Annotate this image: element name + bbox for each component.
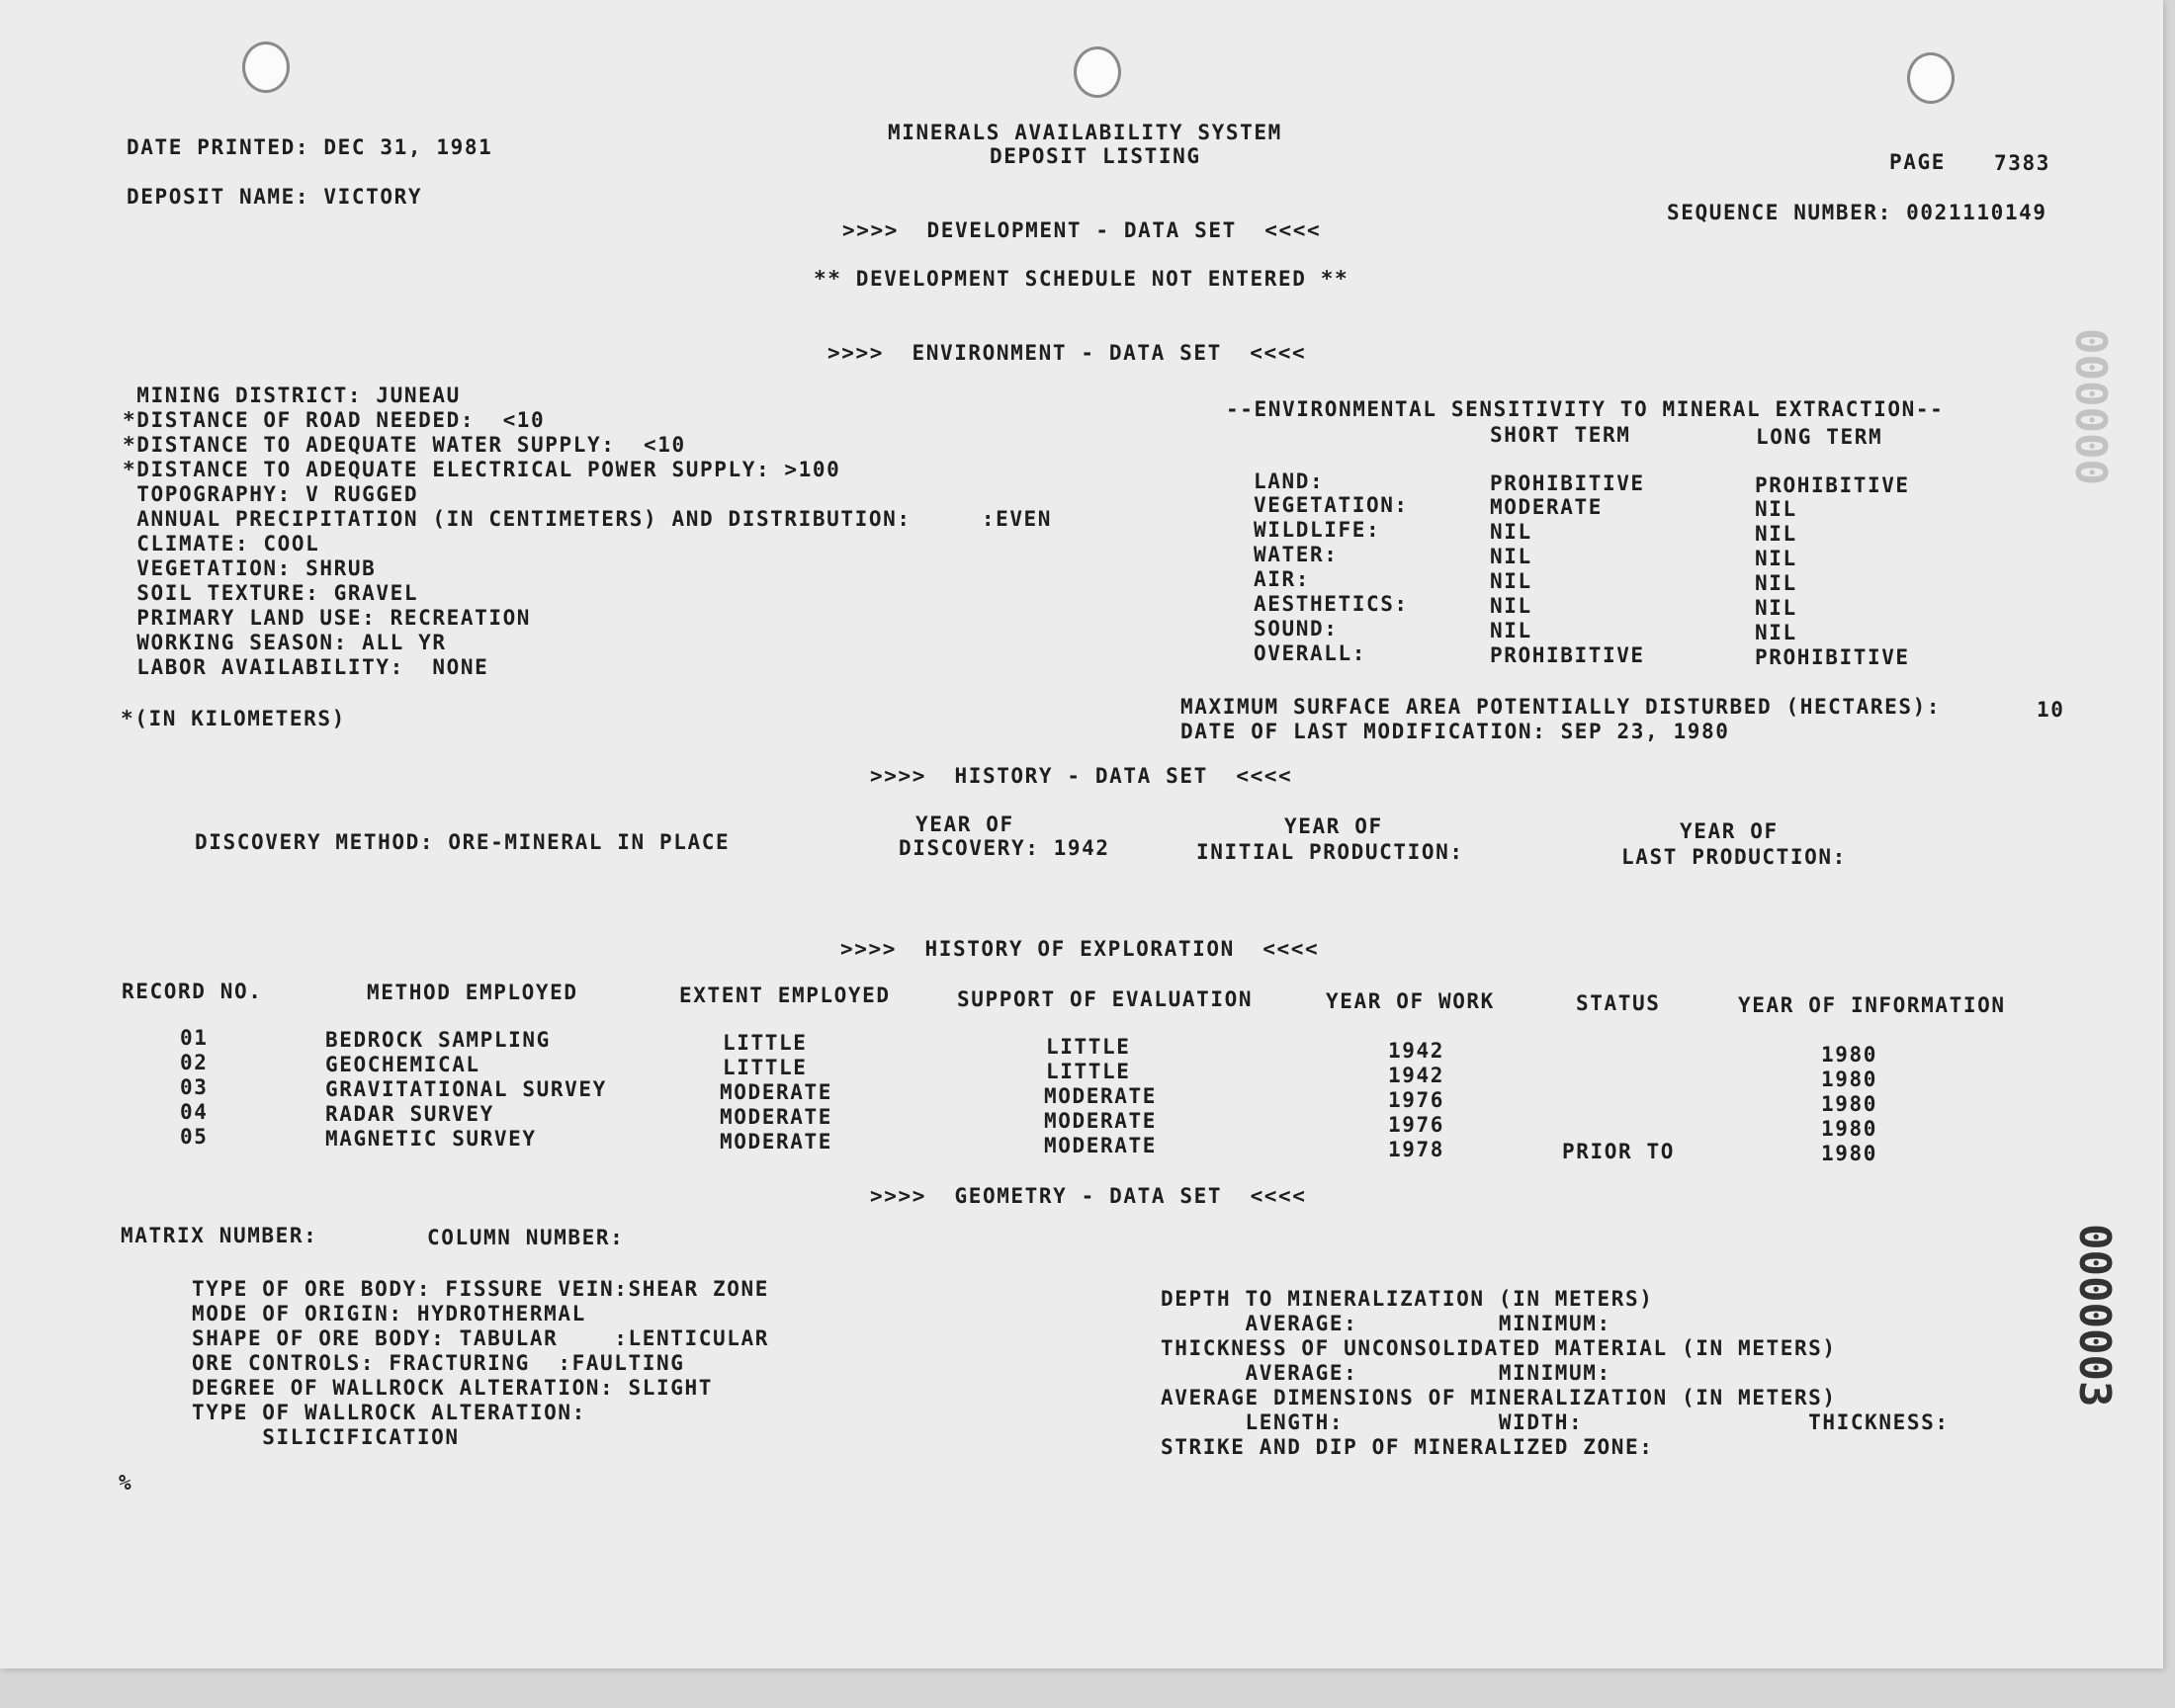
- geometry-measure: AVERAGE: MINIMUM:: [1161, 1361, 1611, 1385]
- sensitivity-long: NIL: [1755, 571, 1797, 595]
- year-of-work: 1978: [1388, 1138, 1444, 1161]
- sensitivity-short: MODERATE: [1490, 495, 1603, 519]
- extent-employed: MODERATE: [720, 1130, 832, 1153]
- system-title: MINERALS AVAILABILITY SYSTEM: [888, 121, 1282, 144]
- geometry-attribute: MODE OF ORIGIN: HYDROTHERMAL: [192, 1302, 586, 1325]
- exploration-heading: >>>> HISTORY OF EXPLORATION <<<<: [840, 937, 1320, 961]
- env-line: PRIMARY LAND USE: RECREATION: [123, 606, 532, 630]
- discovery-year: DISCOVERY: 1942: [899, 836, 1110, 860]
- geometry-measure: AVERAGE DIMENSIONS OF MINERALIZATION (IN METERS): [1161, 1386, 1837, 1409]
- geometry-attribute: TYPE OF WALLROCK ALTERATION:: [192, 1401, 586, 1424]
- geometry-heading: >>>> GEOMETRY - DATA SET <<<<: [870, 1184, 1307, 1208]
- sensitivity-long: PROHIBITIVE: [1755, 473, 1910, 497]
- sensitivity-short: NIL: [1490, 520, 1532, 544]
- extent-employed: MODERATE: [720, 1080, 832, 1104]
- sensitivity-short: NIL: [1490, 594, 1532, 618]
- long-term-label: LONG TERM: [1756, 425, 1883, 449]
- sensitivity-long: NIL: [1755, 547, 1797, 570]
- development-note: ** DEVELOPMENT SCHEDULE NOT ENTERED **: [814, 267, 1349, 291]
- geometry-measure: AVERAGE: MINIMUM:: [1161, 1312, 1611, 1335]
- sensitivity-short: PROHIBITIVE: [1490, 643, 1645, 667]
- column-header: YEAR OF INFORMATION: [1738, 993, 2006, 1017]
- extent-employed: LITTLE: [723, 1031, 808, 1055]
- env-line: CLIMATE: COOL: [123, 532, 320, 555]
- year-of-work: 1942: [1388, 1039, 1444, 1063]
- max-surface-label: MAXIMUM SURFACE AREA POTENTIALLY DISTURBED (HECTARES):: [1180, 695, 1942, 719]
- matrix-number: MATRIX NUMBER:: [121, 1224, 318, 1247]
- year-of-work: 1976: [1388, 1113, 1444, 1137]
- year-of-information: 1980: [1821, 1043, 1877, 1067]
- record-number: 04: [180, 1100, 209, 1124]
- method-employed: GEOCHEMICAL: [325, 1053, 480, 1076]
- sensitivity-title: --ENVIRONMENTAL SENSITIVITY TO MINERAL EXTRACTION--: [1226, 397, 1945, 421]
- record-number: 05: [180, 1125, 209, 1149]
- year-of-information: 1980: [1821, 1092, 1877, 1116]
- method-employed: GRAVITATIONAL SURVEY: [325, 1077, 607, 1101]
- geometry-measure: THICKNESS OF UNCONSOLIDATED MATERIAL (IN METERS): [1161, 1336, 1837, 1360]
- method-employed: MAGNETIC SURVEY: [325, 1127, 537, 1151]
- sensitivity-long: NIL: [1755, 596, 1797, 620]
- sensitivity-short: NIL: [1490, 619, 1532, 642]
- geometry-measure: LENGTH: WIDTH: THICKNESS:: [1161, 1410, 1950, 1434]
- development-heading: >>>> DEVELOPMENT - DATA SET <<<<: [842, 218, 1322, 242]
- environment-attributes: [123, 385, 1111, 682]
- year-of-initial-label: YEAR OF: [1284, 814, 1383, 838]
- env-line: WORKING SEASON: ALL YR: [123, 631, 447, 654]
- geometry-measure: DEPTH TO MINERALIZATION (IN METERS): [1161, 1287, 1654, 1311]
- env-line: *DISTANCE OF ROAD NEEDED: <10: [123, 408, 546, 432]
- history-heading: >>>> HISTORY - DATA SET <<<<: [870, 764, 1293, 788]
- binder-hole-center: [1074, 46, 1121, 98]
- year-of-information: 1980: [1821, 1068, 1877, 1091]
- year-of-work: 1942: [1388, 1064, 1444, 1087]
- year-of-work: 1976: [1388, 1088, 1444, 1112]
- column-header: SUPPORT OF EVALUATION: [957, 987, 1254, 1011]
- geometry-attribute: SHAPE OF ORE BODY: TABULAR :LENTICULAR: [192, 1326, 769, 1350]
- sensitivity-short: NIL: [1490, 569, 1532, 593]
- sensitivity-label: LAND:: [1254, 470, 1325, 493]
- sensitivity-short: PROHIBITIVE: [1490, 471, 1645, 495]
- extent-employed: MODERATE: [720, 1105, 832, 1129]
- support-of-evaluation: LITTLE: [1046, 1060, 1131, 1083]
- sensitivity-short: NIL: [1490, 545, 1532, 568]
- year-of-information: 1980: [1821, 1117, 1877, 1141]
- geometry-measure: STRIKE AND DIP OF MINERALIZED ZONE:: [1161, 1435, 1654, 1459]
- env-line: MINING DISTRICT: JUNEAU: [123, 384, 461, 407]
- short-term-label: SHORT TERM: [1490, 423, 1631, 447]
- env-line: ANNUAL PRECIPITATION (IN CENTIMETERS) AND DISTRIBUTION: :EVEN: [123, 507, 1053, 531]
- record-number: 03: [180, 1075, 209, 1099]
- year-of-discovery-label: YEAR OF: [915, 812, 1014, 836]
- deposit-name: DEPOSIT NAME: VICTORY: [127, 185, 423, 209]
- geometry-attribute: DEGREE OF WALLROCK ALTERATION: SLIGHT: [192, 1376, 713, 1400]
- env-line: *DISTANCE TO ADEQUATE ELECTRICAL POWER SUPPLY: >100: [123, 458, 841, 481]
- date-printed: DATE PRINTED: DEC 31, 1981: [127, 135, 493, 159]
- sensitivity-label: VEGETATION:: [1254, 493, 1409, 517]
- record-number: 02: [180, 1051, 209, 1074]
- geometry-attribute: SILICIFICATION: [192, 1425, 460, 1449]
- binder-hole-right: [1907, 52, 1955, 104]
- method-employed: BEDROCK SAMPLING: [325, 1028, 551, 1052]
- margin-code-lower: 0000003: [2069, 1224, 2120, 1408]
- last-modification: DATE OF LAST MODIFICATION: SEP 23, 1980: [1180, 720, 1730, 743]
- sensitivity-label: SOUND:: [1254, 617, 1339, 640]
- sensitivity-label: OVERALL:: [1254, 641, 1366, 665]
- column-header: EXTENT EMPLOYED: [679, 983, 891, 1007]
- sensitivity-label: WILDLIFE:: [1254, 518, 1381, 542]
- last-production: LAST PRODUCTION:: [1621, 845, 1847, 869]
- margin-code-upper: 000000: [2065, 328, 2116, 485]
- env-line: *DISTANCE TO ADEQUATE WATER SUPPLY: <10: [123, 433, 686, 457]
- sensitivity-table: [1254, 471, 1946, 679]
- environment-heading: >>>> ENVIRONMENT - DATA SET <<<<: [827, 341, 1307, 365]
- sensitivity-long: NIL: [1755, 621, 1797, 644]
- support-of-evaluation: MODERATE: [1044, 1134, 1157, 1157]
- column-header: STATUS: [1576, 991, 1661, 1015]
- record-number: 01: [180, 1026, 209, 1050]
- sensitivity-long: NIL: [1755, 522, 1797, 546]
- support-of-evaluation: LITTLE: [1046, 1035, 1131, 1059]
- page-number: 7383: [1994, 151, 2050, 175]
- geometry-attribute: TYPE OF ORE BODY: FISSURE VEIN:SHEAR ZONE: [192, 1277, 769, 1301]
- year-of-information: 1980: [1821, 1142, 1877, 1165]
- discovery-method: DISCOVERY METHOD: ORE-MINERAL IN PLACE: [195, 830, 731, 854]
- binder-hole-left: [242, 42, 290, 93]
- column-header: METHOD EMPLOYED: [367, 981, 578, 1004]
- geometry-attribute: ORE CONTROLS: FRACTURING :FAULTING: [192, 1351, 685, 1375]
- env-line: TOPOGRAPHY: V RUGGED: [123, 482, 419, 506]
- sensitivity-long: NIL: [1755, 497, 1797, 521]
- page-label: PAGE: [1889, 150, 1946, 174]
- sensitivity-label: AESTHETICS:: [1254, 592, 1409, 616]
- column-header: RECORD NO.: [122, 980, 263, 1003]
- initial-production: INITIAL PRODUCTION:: [1196, 840, 1464, 864]
- method-employed: RADAR SURVEY: [325, 1102, 494, 1126]
- sequence-number: SEQUENCE NUMBER: 0021110149: [1667, 201, 2047, 224]
- column-header: YEAR OF WORK: [1326, 989, 1495, 1013]
- sensitivity-label: AIR:: [1254, 567, 1310, 591]
- sensitivity-label: WATER:: [1254, 543, 1339, 566]
- support-of-evaluation: MODERATE: [1044, 1084, 1157, 1108]
- column-number: COLUMN NUMBER:: [427, 1226, 625, 1249]
- env-line: SOIL TEXTURE: GRAVEL: [123, 581, 419, 605]
- max-surface-value: 10: [2037, 698, 2065, 722]
- listing-title: DEPOSIT LISTING: [990, 144, 1201, 168]
- env-line: VEGETATION: SHRUB: [123, 556, 377, 580]
- kilometers-footnote: *(IN KILOMETERS): [121, 707, 346, 730]
- year-of-last-label: YEAR OF: [1680, 819, 1779, 843]
- extent-employed: LITTLE: [723, 1056, 808, 1079]
- support-of-evaluation: MODERATE: [1044, 1109, 1157, 1133]
- env-line: LABOR AVAILABILITY: NONE: [123, 655, 489, 679]
- status: PRIOR TO: [1562, 1140, 1675, 1163]
- end-mark: %: [119, 1471, 133, 1494]
- sensitivity-long: PROHIBITIVE: [1755, 645, 1910, 669]
